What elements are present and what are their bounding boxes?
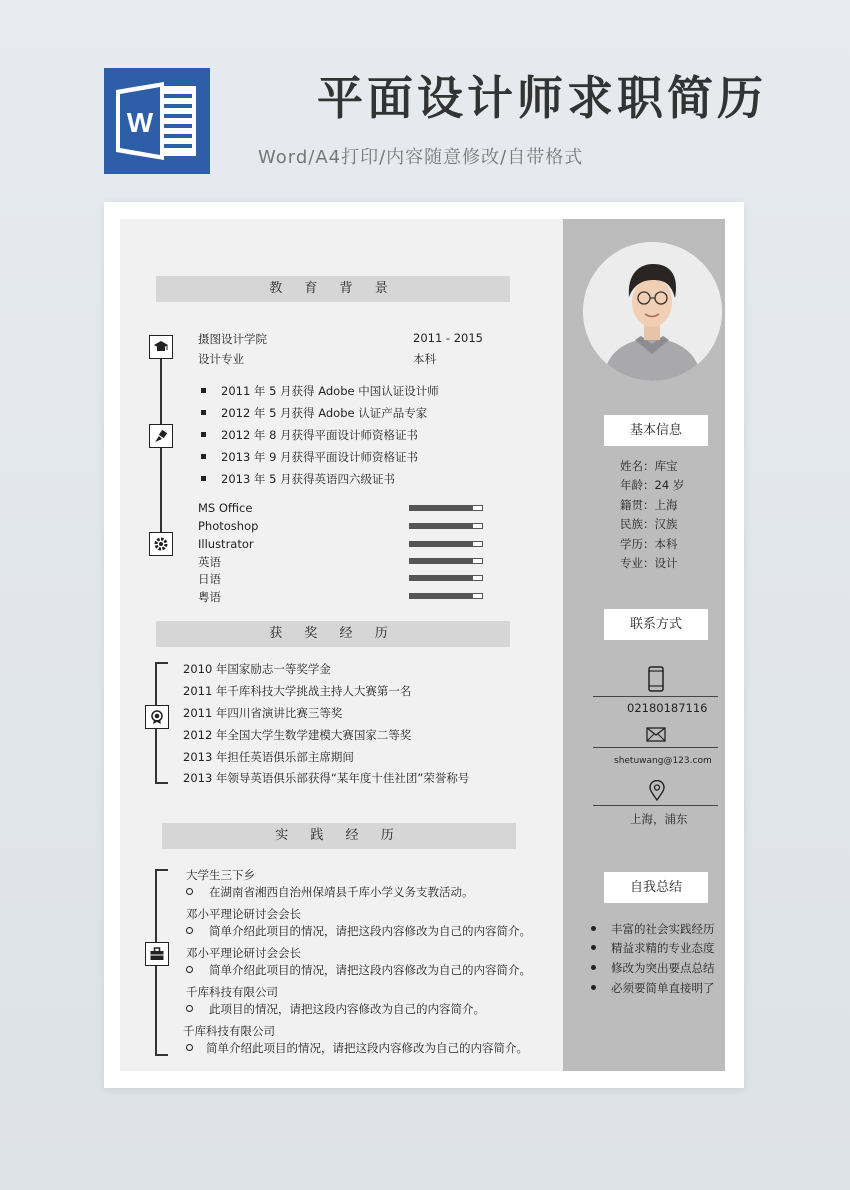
bullet xyxy=(591,926,596,931)
bullet xyxy=(591,965,596,970)
basic-info-item: 年龄：24 岁 xyxy=(620,478,685,492)
school-years: 2011 - 2015 xyxy=(413,331,483,345)
summary-item: 修改为突出要点总结 xyxy=(611,961,715,975)
bullet xyxy=(591,985,596,990)
bullet xyxy=(201,454,206,459)
email-address: shetuwang@123.com xyxy=(614,756,712,766)
degree: 本科 xyxy=(413,352,436,366)
bullet xyxy=(186,1005,193,1012)
education-heading: 教 育 背 景 xyxy=(156,276,510,302)
cert-item: 2012 年 5 月获得 Adobe 认证产品专家 xyxy=(221,406,428,420)
skill-bar xyxy=(409,558,483,564)
cert-item: 2013 年 5 月获得英语四六级证书 xyxy=(221,472,396,486)
cert-item: 2012 年 8 月获得平面设计师资格证书 xyxy=(221,428,419,442)
awards-heading: 获 奖 经 历 xyxy=(156,621,510,647)
profile-photo xyxy=(583,242,722,381)
phone-number: 02180187116 xyxy=(627,701,708,715)
skill-name: 日语 xyxy=(198,572,221,586)
timeline-tick xyxy=(155,869,168,871)
bullet xyxy=(201,432,206,437)
summary-heading: 自我总结 xyxy=(604,872,708,903)
bullet xyxy=(186,1044,193,1051)
briefcase-icon xyxy=(145,942,169,966)
word-logo-icon xyxy=(104,68,210,174)
practice-heading: 实 践 经 历 xyxy=(162,823,516,849)
bullet xyxy=(186,888,193,895)
practice-desc: 简单介绍此项目的情况，请把这段内容修改为自己的内容简介。 xyxy=(206,1041,528,1055)
basic-info-item: 学历：本科 xyxy=(620,537,678,551)
timeline-tick xyxy=(155,662,168,664)
award-item: 2011 年千库科技大学挑战主持人大赛第一名 xyxy=(183,684,412,698)
contact-heading: 联系方式 xyxy=(604,609,708,640)
basic-info-item: 籍贯：上海 xyxy=(620,498,678,512)
bullet xyxy=(201,410,206,415)
practice-desc: 简单介绍此项目的情况，请把这段内容修改为自己的内容简介。 xyxy=(209,924,531,938)
practice-title: 邓小平理论研讨会会长 xyxy=(186,946,301,960)
skill-name: 英语 xyxy=(198,555,221,569)
location-text: 上海，浦东 xyxy=(630,812,688,826)
basic-info-item: 姓名：库宝 xyxy=(620,459,678,473)
page-title: 平面设计师求职简历 xyxy=(317,71,767,125)
bullet xyxy=(186,966,193,973)
skill-name: MS Office xyxy=(198,501,253,515)
practice-desc: 此项目的情况，请把这段内容修改为自己的内容简介。 xyxy=(209,1002,485,1016)
certificate-icon xyxy=(149,424,173,448)
school-name: 摄图设计学院 xyxy=(198,332,267,346)
summary-item: 丰富的社会实践经历 xyxy=(611,922,715,936)
practice-desc: 在湖南省湘西自治州保靖县千库小学义务支教活动。 xyxy=(209,885,474,899)
location-pin-icon xyxy=(648,780,666,806)
award-item: 2012 年全国大学生数学建模大赛国家二等奖 xyxy=(183,728,412,742)
svg-text:W: W xyxy=(126,107,154,138)
award-item: 2010 年国家励志一等奖学金 xyxy=(183,662,331,676)
practice-desc: 简单介绍此项目的情况，请把这段内容修改为自己的内容简介。 xyxy=(209,963,531,977)
page-subtitle: Word/A4打印/内容随意修改/自带格式 xyxy=(258,147,584,168)
skill-name: Illustrator xyxy=(198,537,254,551)
award-item: 2013 年担任英语俱乐部主席期间 xyxy=(183,750,354,764)
mail-icon xyxy=(646,727,666,746)
bullet xyxy=(186,927,193,934)
divider xyxy=(593,696,718,697)
basic-info-item: 专业：设计 xyxy=(620,556,678,570)
major: 设计专业 xyxy=(198,352,244,366)
cert-item: 2013 年 9 月获得平面设计师资格证书 xyxy=(221,450,419,464)
phone-icon xyxy=(647,666,665,696)
skill-bar xyxy=(409,541,483,547)
practice-title: 千库科技有限公司 xyxy=(183,1024,275,1038)
bullet xyxy=(591,945,596,950)
summary-item: 精益求精的专业态度 xyxy=(611,941,715,955)
award-item: 2013 年领导英语俱乐部获得“某年度十佳社团”荣誉称号 xyxy=(183,771,470,785)
skill-bar xyxy=(409,575,483,581)
practice-title: 千库科技有限公司 xyxy=(186,985,278,999)
summary-item: 必须要简单直接明了 xyxy=(611,981,715,995)
skill-name: 粤语 xyxy=(198,590,221,604)
basic-info-heading: 基本信息 xyxy=(604,415,708,446)
practice-title: 邓小平理论研讨会会长 xyxy=(186,907,301,921)
skill-bar xyxy=(409,593,483,599)
bullet xyxy=(201,388,206,393)
practice-title: 大学生三下乡 xyxy=(186,868,255,882)
skill-bar xyxy=(409,505,483,511)
skill-bar xyxy=(409,523,483,529)
graduation-cap-icon xyxy=(149,335,173,359)
basic-info-item: 民族：汉族 xyxy=(620,517,678,531)
cert-item: 2011 年 5 月获得 Adobe 中国认证设计师 xyxy=(221,384,439,398)
award-medal-icon xyxy=(145,705,169,729)
timeline-tick xyxy=(155,782,168,784)
award-item: 2011 年四川省演讲比赛三等奖 xyxy=(183,706,343,720)
skill-name: Photoshop xyxy=(198,519,259,533)
divider xyxy=(593,747,718,748)
gear-icon xyxy=(149,532,173,556)
timeline-tick xyxy=(155,1054,168,1056)
divider xyxy=(593,805,718,806)
bullet xyxy=(201,476,206,481)
